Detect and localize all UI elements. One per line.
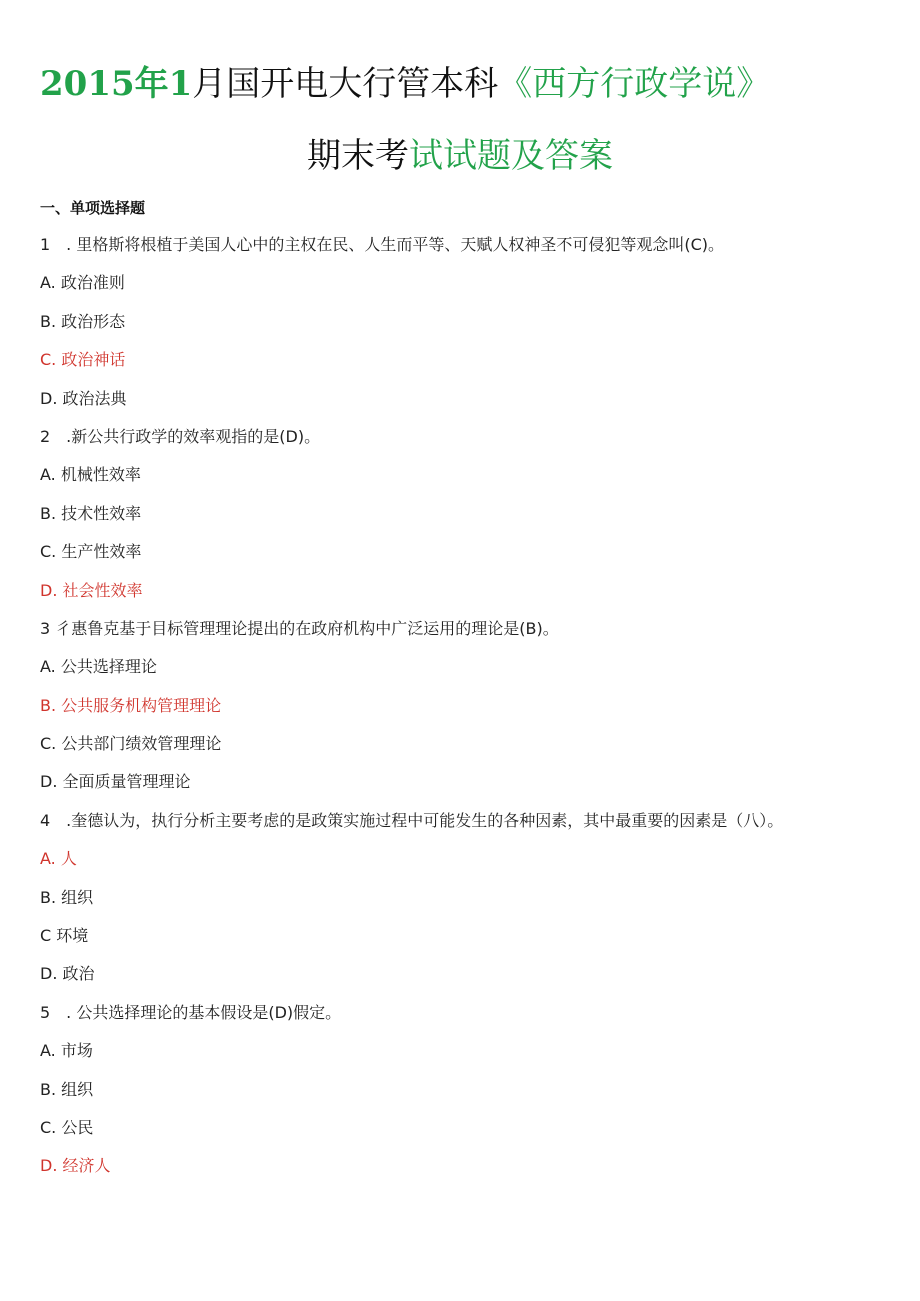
question-text-line: C. 公共部门绩效管理理论: [40, 734, 222, 754]
section-heading: 一、单项选择题: [40, 199, 146, 217]
title-line2-black-segment: 期末考: [307, 136, 409, 176]
question-list: [40, 230, 900, 1190]
question-text-line: A. 市场: [40, 1041, 93, 1061]
question-text-line: A. 公共选择理论: [40, 657, 157, 677]
question-text-line: A. 机械性效率: [40, 465, 141, 485]
question-text-line: A. 政治准则: [40, 273, 125, 293]
question-text-line: 3 彳惠鲁克基于目标管理理论提出的在政府机构中广泛运用的理论是(B)。: [40, 618, 559, 638]
title-line2-green-segment: 试试题及答案: [409, 136, 613, 176]
answer-option-line: B. 公共服务机构管理理论: [40, 695, 222, 715]
document-title-line1: [40, 58, 900, 110]
question-text-line: B. 组织: [40, 887, 94, 907]
question-text-line: D. 政治: [40, 964, 95, 984]
answer-option-line: C. 政治神话: [40, 350, 126, 370]
question-text-line: C. 公民: [40, 1117, 94, 1137]
question-text-line: D. 全面质量管理理论: [40, 772, 191, 792]
question-text-line: C. 生产性效率: [40, 542, 142, 562]
question-text-line: 5 . 公共选择理论的基本假设是(D)假定。: [40, 1002, 342, 1022]
title-middle-segment: 月国开电大行管本科: [192, 64, 499, 104]
document-title-line2: [0, 132, 920, 180]
title-course-segment: 《西方行政学说》: [498, 64, 771, 104]
title-year-segment: 2015年1: [40, 64, 193, 104]
question-text-line: 1 . 里格斯将根植于美国人心中的主权在民、人生而平等、天赋人权神圣不可侵犯等观念叫(C)。: [40, 235, 725, 254]
question-text-line: B. 组织: [40, 1079, 94, 1099]
answer-option-line: D. 经济人: [40, 1156, 111, 1176]
question-text-line: B. 政治形态: [40, 311, 126, 331]
question-text-line: 2 .新公共行政学的效率观指的是(D)。: [40, 426, 321, 446]
answer-option-line: D. 社会性效率: [40, 580, 143, 600]
question-text-line: B. 技术性效率: [40, 503, 142, 523]
question-text-line: C 环境: [40, 926, 89, 946]
question-text-line: D. 政治法典: [40, 388, 127, 408]
question-text-line: 4 .奎德认为，执行分析主要考虑的是政策实施过程中可能发生的各种因素，其中最重要的因素是（八）。: [40, 810, 784, 830]
answer-option-line: A. 人: [40, 849, 77, 869]
